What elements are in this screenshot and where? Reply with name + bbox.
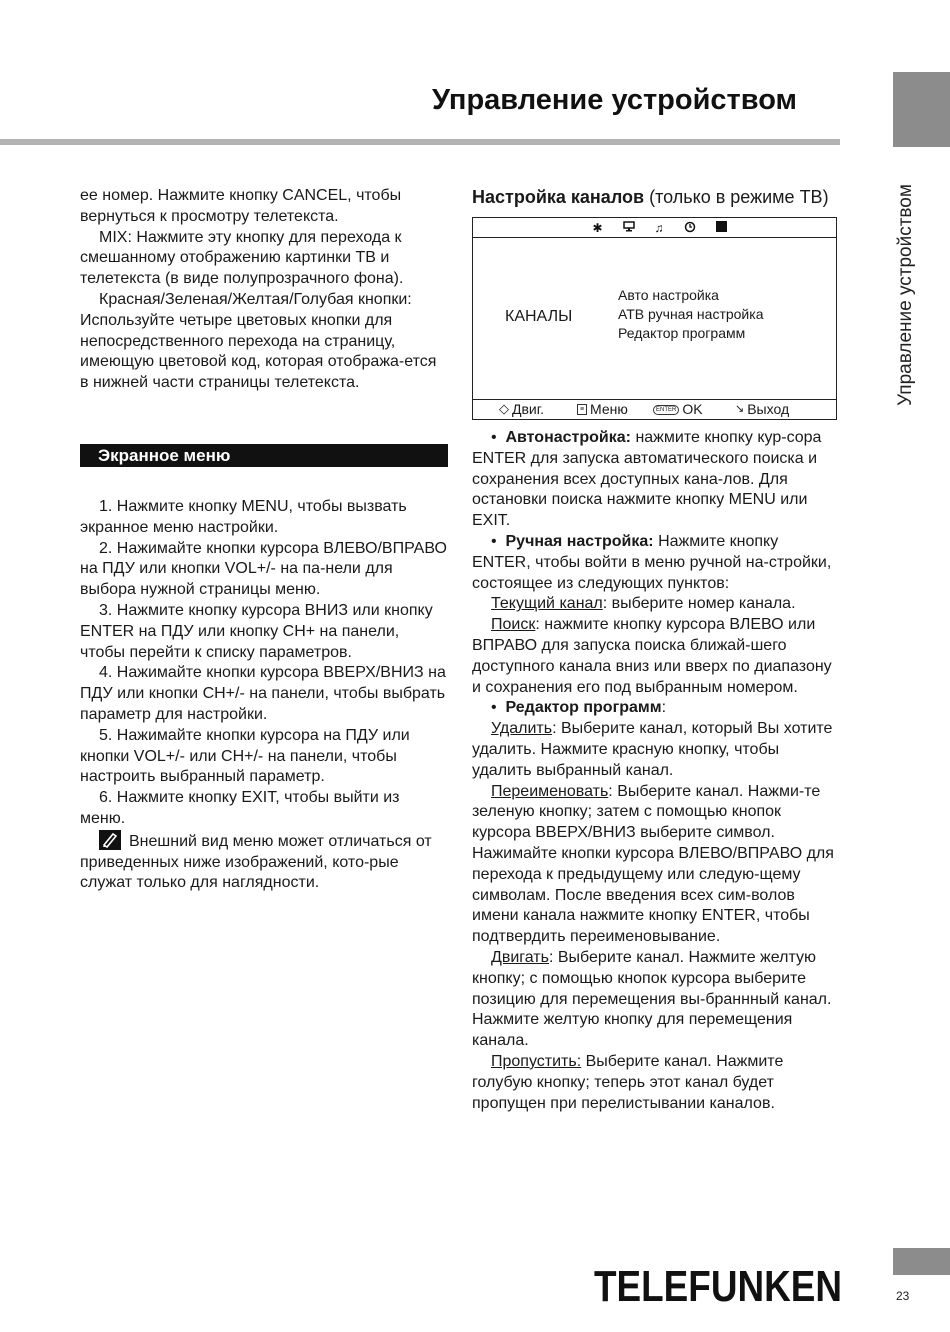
- osd-move-label: Двиг.: [512, 401, 545, 418]
- enter-key-icon: ENTER: [653, 405, 679, 415]
- bullet-editor-text: :: [661, 699, 667, 717]
- side-tab: [893, 72, 950, 147]
- delete-label: Удалить: [491, 720, 553, 738]
- exit-arrow-icon: ↘: [735, 403, 745, 416]
- step-5: 5. Нажимайте кнопки курсора на ПДУ или кнопки VOL+/- или CH+/- на панели, чтобы настроить выбранный параметр.: [80, 726, 410, 786]
- bullet-manual-text: Нажмите кнопку ENTER, чтобы войти в меню ручной на-стройки, состоящее из следующих пунктов:: [472, 532, 832, 592]
- side-label-text: Управление устройством: [895, 184, 916, 406]
- osd-item-atv: АТВ ручная настройка: [618, 306, 764, 322]
- current-channel-text: : выберите номер канала.: [602, 595, 796, 613]
- step-6: 6. Нажмите кнопку EXIT, чтобы выйти из меню.: [80, 789, 400, 827]
- channels-heading: [472, 186, 840, 208]
- rename-text: : Выберите канал. Нажми-те зеленую кнопку; затем с помощью кнопок курсора ВВЕРХ/ВНИЗ выберите символ. Нажимайте кнопки курсора ВЛЕВО/ВПРАВО для перехода к предыдущему или следую-щему символам. После введения всех сим-волов имени канала нажмите кнопку ENTER, чтобы подтвердить переименовывание.: [472, 782, 834, 946]
- skip-text: Выберите канал. Нажмите голубую кнопку; теперь этот канал будет пропущен при перелистывании каналов.: [472, 1052, 784, 1112]
- bullet-manual-label: Ручная настройка:: [505, 532, 654, 550]
- header-rule: [0, 139, 840, 145]
- move-text: : Выберите канал. Нажмите желтую кнопку; с помощью кнопок курсора выберите позицию для перемещения вы-браннный канал. Нажмите желтую кнопку для перемещения канала.: [472, 948, 832, 1050]
- monitor-icon: [623, 221, 635, 234]
- osd-menu-hint: [577, 399, 628, 420]
- step-4: 4. Нажимайте кнопки курсора ВВЕРХ/ВНИЗ на ПДУ или кнопки CH+/- на панели, чтобы выбрать параметр для настройки.: [80, 664, 446, 723]
- clock-icon: [684, 221, 696, 235]
- osd-ok-hint: [653, 399, 703, 420]
- note-pen-icon: [99, 830, 121, 850]
- osd-move-hint: [499, 399, 544, 420]
- item-skip: [472, 1052, 840, 1114]
- osd-channels-label: КАНАЛЫ: [505, 308, 573, 325]
- left-column: [80, 186, 448, 894]
- bullet-auto-label: Автонастройка:: [505, 429, 631, 446]
- osd-menu-illustration: [472, 217, 837, 420]
- square-icon: [716, 221, 727, 234]
- bullet-manual: • Ручная настройка: Нажмите кнопку ENTER, чтобы войти в меню ручной на-стройки, состоящее из следующих пунктов:: [472, 532, 832, 592]
- osd-item-editor: Редактор программ: [618, 325, 746, 341]
- step-2: 2. Нажимайте кнопки курсора ВЛЕВО/ВПРАВО на ПДУ или кнопки VOL+/- на па-нели для выбора нужной страницы меню.: [80, 539, 447, 599]
- channels-heading-rest: (только в режиме ТВ): [644, 187, 829, 207]
- delete-text: : Выберите канал, который Вы хотите удалить. Нажмите красную кнопку, чтобы удалить выбранный канал.: [472, 720, 833, 779]
- item-delete: [472, 719, 840, 781]
- osd-menu-items: [618, 286, 763, 343]
- move-label: Двигать: [491, 948, 549, 966]
- osd-item-auto: Авто настройка: [618, 287, 719, 303]
- logo-text: TELEFUNKEN: [594, 1262, 842, 1311]
- osd-exit-hint: [735, 399, 789, 420]
- osd-exit-label: Выход: [747, 401, 790, 418]
- bullet-auto-text: нажмите кнопку кур-сора ENTER для запуска автоматического поиска и сохранения всех доступных кана-лов. Для остановки поиска нажмите кнопку MENU или EXIT.: [472, 429, 822, 530]
- note-text: Внешний вид меню может отличаться от приведенных ниже изображений, кото-рые служат только для наглядности.: [80, 832, 432, 892]
- item-rename: [472, 782, 840, 948]
- bullet-editor: • Редактор программ:: [491, 699, 667, 717]
- menu-key-icon: ≡: [577, 404, 587, 415]
- section-heading: Экранное меню: [80, 444, 448, 467]
- osd-menu-label: Меню: [590, 401, 628, 418]
- step-3: 3. Нажмите кнопку курсора ВНИЗ или кнопку ENTER на ПДУ или кнопку CH+ на панели, чтобы перейти к списку параметров.: [80, 601, 433, 661]
- note-paragraph: [80, 830, 448, 894]
- item-current-channel: [472, 594, 840, 615]
- rename-label: Переименовать: [491, 782, 609, 800]
- paragraph-cancel: ее номер. Нажмите кнопку CANCEL, чтобы вернуться к просмотру телетекста.: [80, 187, 402, 225]
- paragraph-color-buttons: Красная/Зеленая/Желтая/Голубая кнопки: Используйте четыре цветовых кнопки для непосредственного перехода на страницу, имеющую цветовой код, которая отобража-ется в нижней части страницы телетекста.: [80, 290, 437, 392]
- osd-ok-label: OK: [682, 401, 703, 418]
- telefunken-logo: [594, 1262, 842, 1311]
- page-number: 23: [896, 1289, 910, 1303]
- osd-bottom-bar: [473, 399, 836, 419]
- side-label: [893, 160, 919, 430]
- music-note-icon: ♫: [654, 220, 664, 235]
- paragraph-mix: MIX: Нажмите эту кнопку для перехода к смешанному отображению картинки ТВ и телетекста (в виде полупрозрачного фона).: [80, 228, 404, 288]
- item-move: [472, 948, 840, 1052]
- current-channel-label: Текущий канал: [491, 595, 603, 613]
- page-title: Управление устройством: [432, 84, 797, 116]
- bullet-editor-label: Редактор программ: [505, 699, 662, 717]
- page-tab: [893, 1248, 950, 1275]
- item-search: [472, 615, 840, 698]
- gear-icon: ✱: [592, 220, 603, 235]
- step-1: 1. Нажмите кнопку MENU, чтобы вызвать экранное меню настройки.: [80, 497, 407, 536]
- search-text: : нажмите кнопку курсора ВЛЕВО или ВПРАВО для запуска поиска ближай-шего доступного канала вниз или вверх по диапазону и сохранения его под выбранным номером.: [472, 616, 832, 696]
- search-label: Поиск: [491, 616, 536, 634]
- osd-top-bar: [473, 218, 836, 238]
- move-arrows-icon: ◇: [499, 401, 509, 417]
- bullet-auto: • Автонастройка: нажмите кнопку кур-сора ENTER для запуска автоматического поиска и сохранения всех доступных кана-лов. Для остановки поиска нажмите кнопку MENU или EXIT.: [472, 429, 822, 530]
- channels-heading-bold: Настройка каналов: [472, 187, 645, 207]
- right-column: [472, 186, 840, 1114]
- skip-label: Пропустить:: [491, 1052, 582, 1070]
